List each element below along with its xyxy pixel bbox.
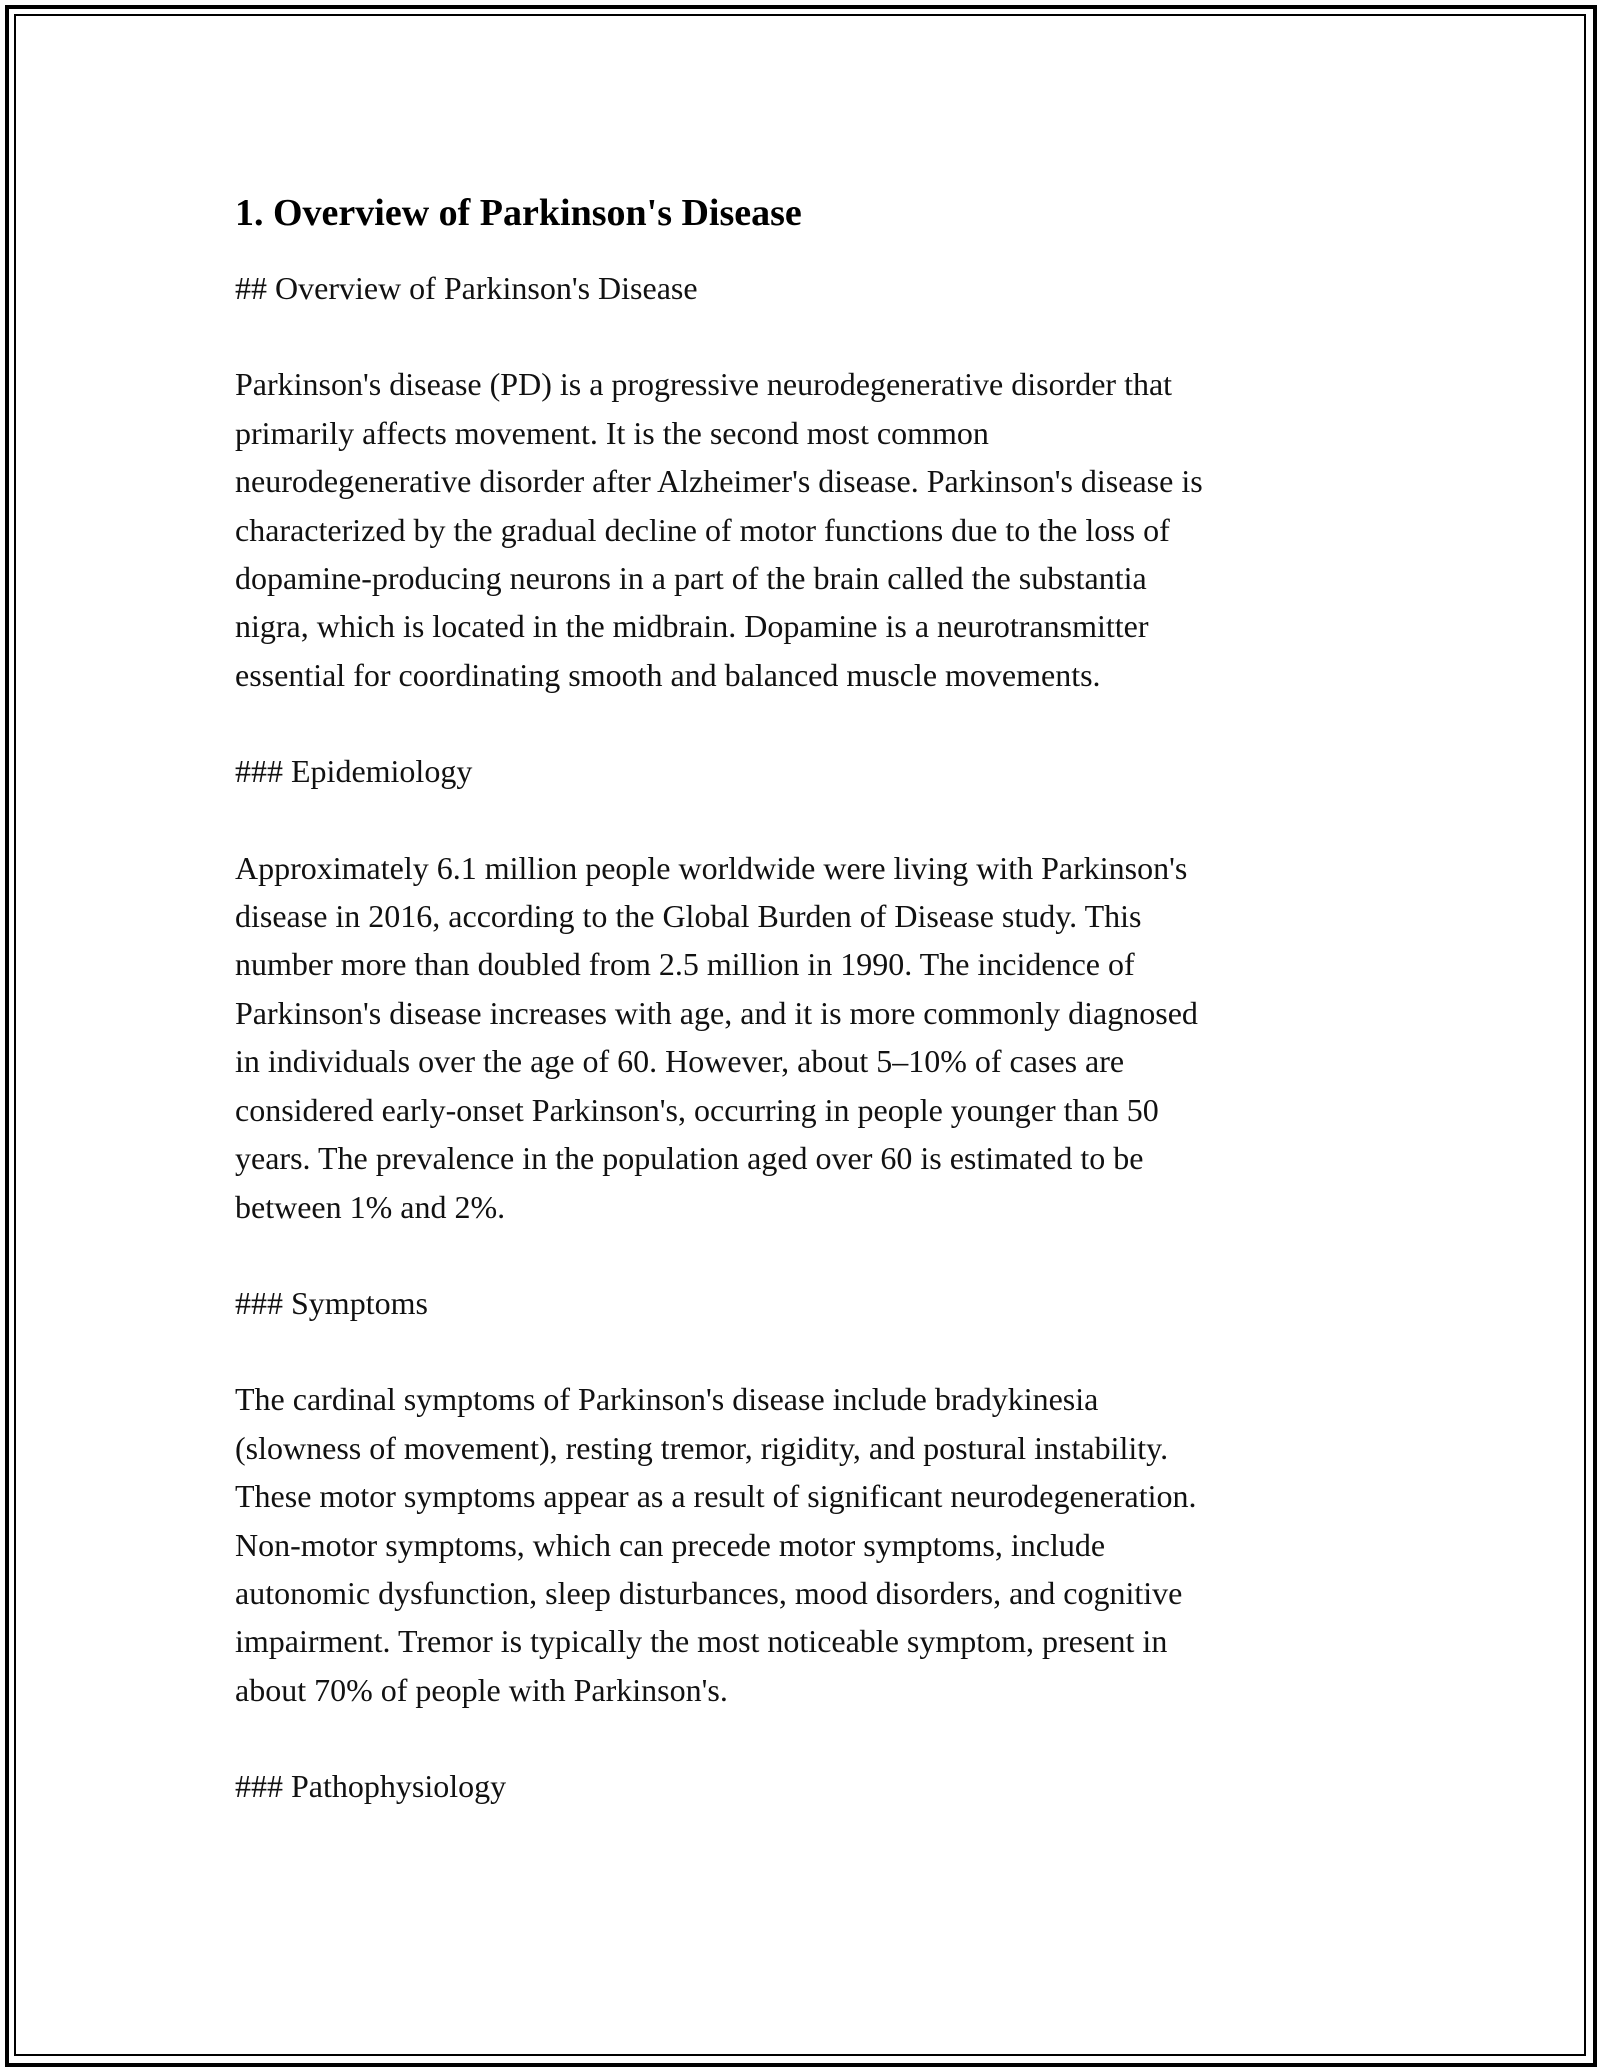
intro-paragraph: Parkinson's disease (PD) is a progressive neurodegenerative disorder that primarily affects movement. It is the second most common neurodegenerative disorder after Alzheimer's disease. Parkinson's disease is characterized by the gradual decline of motor functions due to the loss of dopamine-producing neurons in a part of the brain called the substantia nigra, which is located in the midbrain. Dopamine is a neurotransmitter essential for coordinating smooth and balanced muscle movements. [235, 366, 1203, 693]
document-title: 1. Overview of Parkinson's Disease [235, 192, 802, 234]
section-heading-epidemiology: ### Epidemiology [235, 753, 473, 790]
section-heading-pathophysiology: ### Pathophysiology [235, 1768, 507, 1805]
section-heading-symptoms: ### Symptoms [235, 1284, 428, 1321]
section-heading-overview: ## Overview of Parkinson's Disease [235, 270, 698, 306]
symptoms-paragraph: The cardinal symptoms of Parkinson's disease include bradykinesia (slowness of movement), resting tremor, rigidity, and postural instability. These motor symptoms appear as a result of significant neurodegeneration. Non-motor symptoms, which can precede motor symptoms, include autonomic dysfunction, sleep disturbances, mood disorders, and cognitive impairment. Tremor is typically the most noticeable symptom, present in about 70% of people with Parkinson's. [235, 1381, 1197, 1708]
document-body [235, 188, 1375, 1811]
epidemiology-paragraph: Approximately 6.1 million people worldwide were living with Parkinson's disease in 2016, according to the Global Burden of Disease study. This number more than doubled from 2.5 million in 1990. The incidence of Parkinson's disease increases with age, and it is more commonly diagnosed in individuals over the age of 60. However, about 5–10% of cases are considered early-onset Parkinson's, occurring in people younger than 50 years. The prevalence in the population aged over 60 is estimated to be between 1% and 2%. [235, 849, 1198, 1225]
